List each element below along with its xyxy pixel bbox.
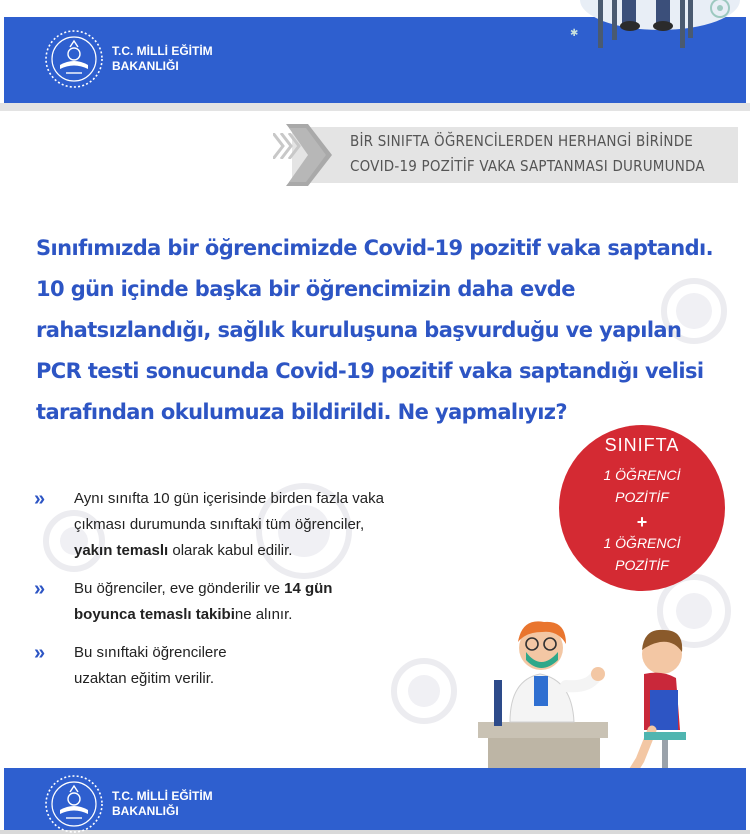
- bullet-text: Aynı sınıfta 10 gün içerisinde birden fazla vaka: [74, 490, 384, 507]
- bullet-bold-text: yakın temaslı: [74, 542, 169, 559]
- ministry-name-line1: T.C. MİLLİ EĞİTİM: [112, 789, 213, 803]
- chevron-right-large-icon: [286, 124, 332, 186]
- question-text: [36, 228, 716, 433]
- badge-line: POZİTİF: [615, 489, 669, 505]
- badge-title: SINIFTA: [604, 435, 680, 455]
- bullet-text: uzaktan eğitim verilir.: [74, 670, 215, 687]
- separator: [0, 103, 750, 111]
- ministry-name-line2: BAKANLIĞI: [112, 59, 179, 73]
- action-list: [34, 486, 504, 704]
- ministry-logo-footer: [44, 774, 213, 834]
- question-line: tarafından okulumuza bildirildi. Ne yapmalıyız?: [36, 400, 568, 424]
- question-line: rahatsızlandığı, sağlık kuruluşuna başvurduğu ve yapılan: [36, 318, 682, 342]
- question-line: PCR testi sonucunda Covid-19 pozitif vaka saptandığı velisi: [36, 359, 704, 383]
- badge-line: 1 ÖĞRENCİ: [603, 535, 681, 551]
- badge-line: POZİTİF: [615, 557, 669, 573]
- svg-text:✱: ✱: [570, 28, 579, 39]
- scenario-title: [350, 129, 740, 179]
- bullet-text: çıkması durumunda sınıftaki tüm öğrenciler,: [74, 516, 365, 533]
- double-chevron-icon: »: [34, 488, 42, 510]
- scenario-line2: COVID-19 POZİTİF VAKA SAPTANMASI DURUMUNDA: [350, 157, 705, 175]
- ministry-name-line2: BAKANLIĞI: [112, 804, 179, 818]
- question-line: Sınıfımızda bir öğrencimizde Covid-19 pozitif vaka saptandı.: [36, 236, 714, 260]
- badge-line: 1 ÖĞRENCİ: [603, 467, 681, 483]
- list-item: [34, 486, 504, 564]
- double-chevron-icon: »: [34, 578, 42, 600]
- top-illustration: [560, 0, 750, 55]
- bullet-bold-text: 14 gün: [284, 580, 333, 597]
- bullet-text: olarak kabul edilir.: [168, 542, 293, 559]
- list-item: [34, 640, 504, 692]
- ministry-emblem-icon: [44, 29, 104, 89]
- badge-plus: +: [636, 512, 648, 532]
- bullet-text: Bu sınıftaki öğrencilere: [74, 644, 227, 661]
- bullet-bold-text: boyunca temaslı takibi: [74, 606, 235, 623]
- list-item: [34, 576, 504, 628]
- ministry-name-line1: T.C. MİLLİ EĞİTİM: [112, 44, 213, 58]
- bullet-text: ne alınır.: [234, 606, 293, 623]
- question-line: 10 gün içinde başka bir öğrencimizin daha evde: [36, 277, 575, 301]
- bullet-text: Bu öğrenciler, eve gönderilir ve: [74, 580, 285, 597]
- positive-count-badge: [559, 425, 725, 591]
- scenario-line1: BİR SINIFTA ÖĞRENCİLERDEN HERHANGİ BİRİNDE: [350, 132, 694, 150]
- ministry-logo: [44, 29, 213, 89]
- ministry-emblem-icon: [44, 774, 104, 834]
- double-chevron-icon: »: [34, 642, 42, 664]
